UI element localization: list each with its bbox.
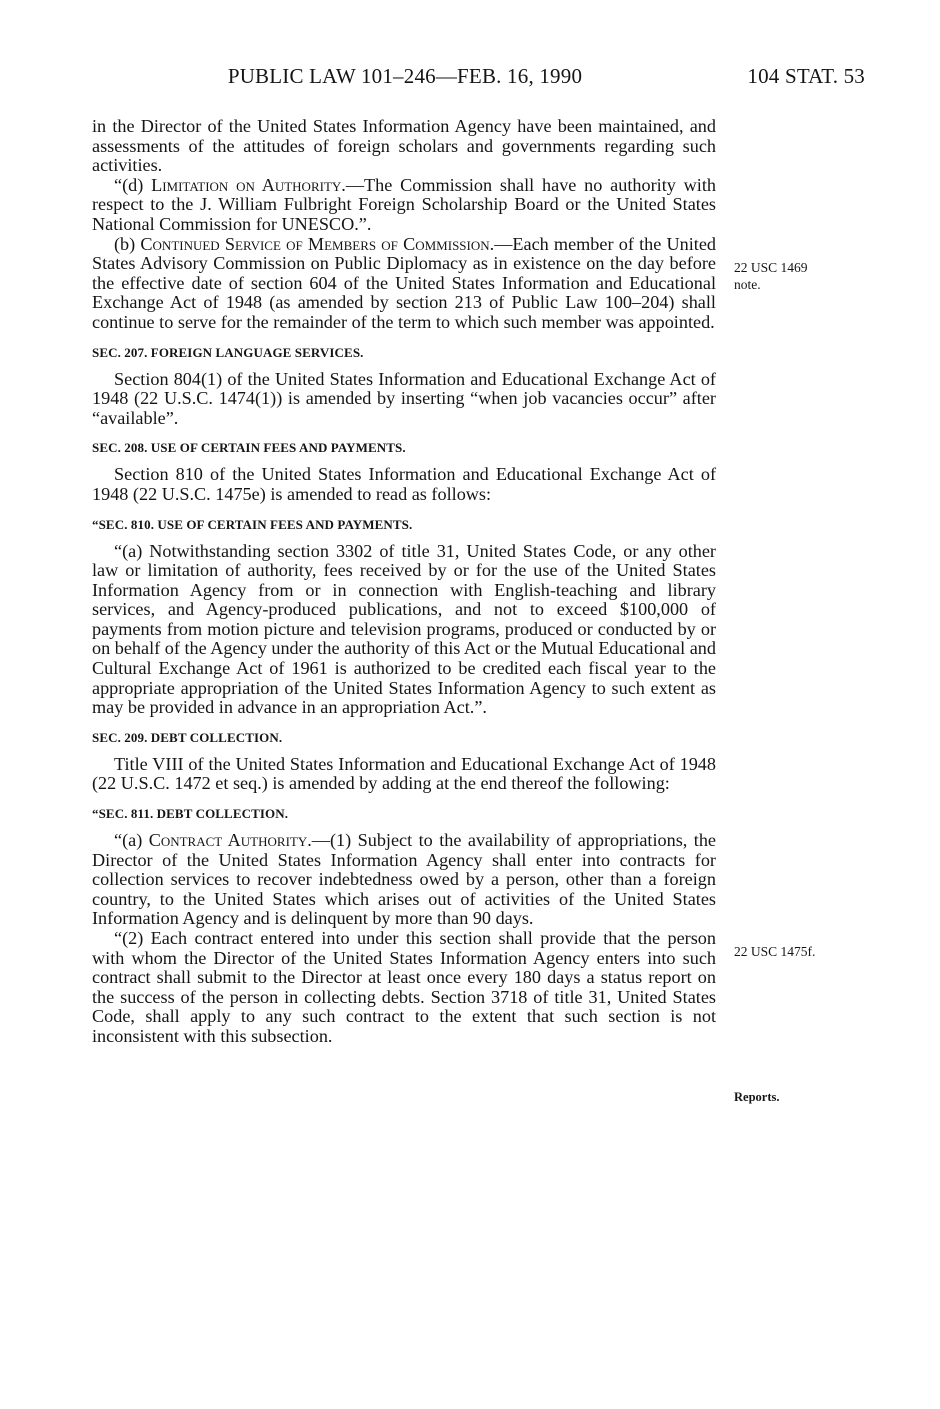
section-heading-208: SEC. 208. USE OF CERTAIN FEES AND PAYMENTS. — [92, 440, 406, 456]
margin-note-22-usc-1469 — [734, 259, 808, 293]
paragraph-continuation: in the Director of the United States Information Agency have been maintained, and assessments of the attitudes of foreign scholars and governments regarding such activities. — [92, 116, 716, 176]
section-811-a-contract-authority — [92, 831, 716, 929]
paragraph-label: “(d) — [114, 174, 152, 195]
section-text-208: Section 810 of the United States Information and Educational Exchange Act of 1948 (22 U.S.C. 1475e) is amended to read as follows: — [92, 464, 716, 504]
section-811-a2-reports: “(2) Each contract entered into under this section shall provide that the person with whom the Director of the United States Information Agency enters into such contract shall submit to the Director at least once every 180 days a status report on the success of the person in collecting debts. Section 3718 of title 31, United States Code, shall apply to any such contract to the extent that such section is not inconsistent with this subsection. — [92, 928, 716, 1046]
running-header-title: PUBLIC LAW 101–246—FEB. 16, 1990 — [227, 64, 583, 88]
body-text-column — [92, 117, 716, 1047]
section-text-207: Section 804(1) of the United States Information and Educational Exchange Act of 1948 (22 U.S.C. 1474(1)) is amended by inserting “when job vacancies occur” after “available”. — [92, 368, 716, 428]
paragraph-heading: Contract Authority — [148, 830, 308, 851]
margin-note-reports: Reports. — [734, 1090, 780, 1104]
paragraph-heading: Limitation on Authority — [151, 174, 342, 195]
section-heading-810: “SEC. 810. USE OF CERTAIN FEES AND PAYMENTS. — [92, 516, 413, 532]
paragraph-heading: Continued Service of Members of Commission — [140, 233, 490, 254]
paragraph-text: .—The Commission shall have no authority with respect to the J. William Fulbright Foreign Scholarship Board or the United States National Commission for UNESCO.”. — [92, 174, 716, 234]
margin-note-22-usc-1475f: 22 USC 1475f. — [734, 944, 816, 959]
paragraph-label: “(a) — [114, 830, 149, 851]
paragraph-continued-service — [92, 235, 716, 333]
running-header-stat-page: 104 STAT. 53 — [747, 64, 865, 88]
section-text-209: Title VIII of the United States Information and Educational Exchange Act of 1948 (22 U.S.C. 1472 et seq.) is amended by adding at the end thereof the following: — [92, 753, 716, 794]
paragraph-label: (b) — [114, 233, 141, 254]
margin-note-line: note. — [734, 277, 761, 292]
margin-note-line: 22 USC 1469 — [734, 260, 808, 275]
paragraph-text: .—Each member of the United States Advisory Commission on Public Diplomacy as in existence on the day before the effective date of section 604 of the United States Information and Educational Exchange Act of 1948 (as amended by section 213 of Public Law 100–204) shall continue to serve for the remainder of the term to which such member was appointed. — [92, 233, 716, 332]
section-heading-811: “SEC. 811. DEBT COLLECTION. — [92, 806, 289, 822]
section-heading-207: SEC. 207. FOREIGN LANGUAGE SERVICES. — [92, 344, 364, 360]
section-heading-209: SEC. 209. DEBT COLLECTION. — [92, 729, 283, 745]
paragraph-text: .—(1) Subject to the availability of appropriations, the Director of the United States Information Agency shall enter into contracts for collection services to recover indebtedness owed by a person, other than a foreign country, to the United States which arises out of activities of the United States Information Agency and is delinquent by more than 90 days. — [92, 830, 716, 929]
section-text-810: “(a) Notwithstanding section 3302 of title 31, United States Code, or any other law or limitation of authority, fees received by or for the use of the United States Information Agency from or in connection with English-teaching and library services, and Agency-produced publications, and not to exceed $100,000 of payments from motion picture and television programs, produced or conducted by or on behalf of the Agency under the authority of this Act or the Mutual Educational and Cultural Exchange Act of 1961 is authorized to be credited each fiscal year to the appropriate appropriation of the United States Information Agency to such extent as may be provided in advance in an appropriation Act.”. — [92, 540, 716, 718]
paragraph-limitation-on-authority — [92, 176, 716, 235]
